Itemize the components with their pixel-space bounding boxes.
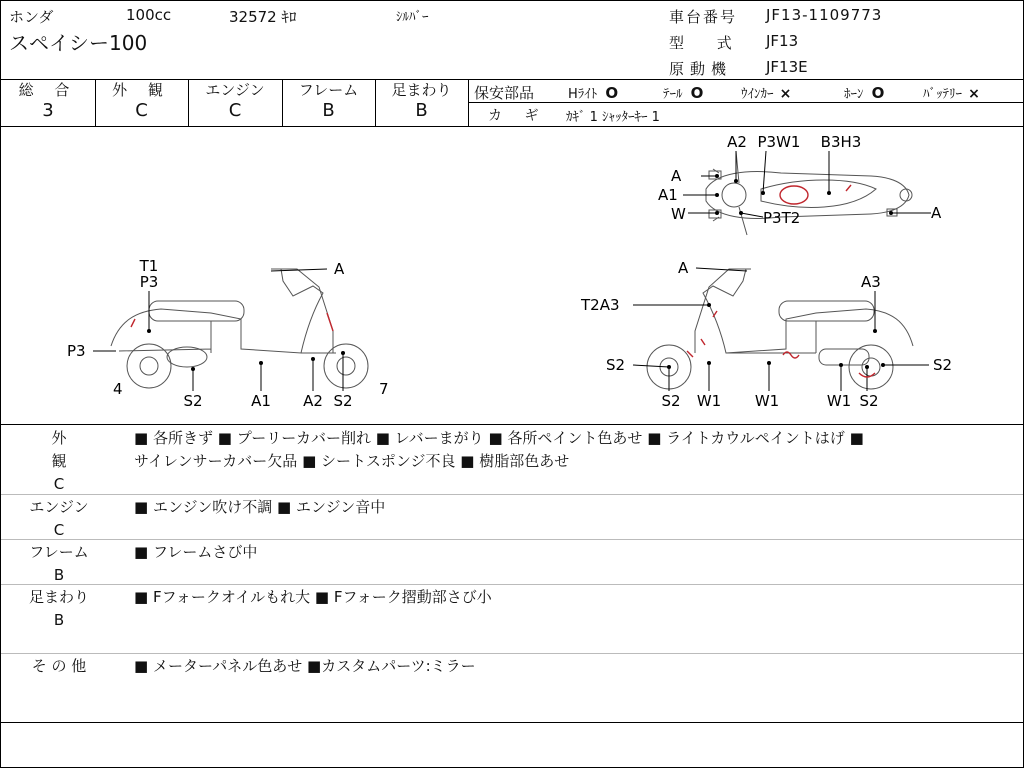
right-label-s2-front: S2	[606, 356, 626, 374]
finding-item: カスタムパーツ:ミラー	[321, 657, 476, 675]
maker: ホンダ	[9, 8, 54, 26]
displacement: 100cc	[126, 6, 172, 24]
right-label-w1-a: W1	[696, 392, 722, 410]
safety-item-battery	[923, 83, 980, 102]
engine-value: JF13E	[766, 58, 808, 76]
right-label-w1-c: W1	[826, 392, 852, 410]
grade-exterior-value: C	[135, 100, 148, 121]
finding-item: Fフォーク摺動部さび小	[333, 588, 492, 606]
section-frame-items: ■ フレームさび中	[134, 543, 258, 561]
safety-item-mark: O	[690, 84, 704, 102]
grade-suspension-label: 足まわり	[391, 81, 452, 99]
finding-item: 各所きず	[152, 429, 213, 447]
top-label-w: W	[671, 205, 686, 223]
mileage: 32572 ｷﾛ	[229, 8, 297, 26]
safety-item-horn	[844, 83, 884, 102]
grade-suspension-value: B	[415, 100, 428, 121]
section-label: フレーム	[29, 543, 89, 561]
color: ｼﾙﾊﾞｰ	[396, 10, 429, 25]
grade-overall-label: 総 合	[18, 81, 78, 99]
finding-item: エンジン吹け不調	[152, 498, 273, 516]
section-exterior-heading	[9, 427, 109, 496]
finding-item: Fフォークオイルもれ大	[152, 588, 311, 606]
finding-item: プーリーカバー削れ	[236, 429, 371, 447]
section-label: そ の 他	[31, 657, 87, 675]
safety-item-winker	[741, 83, 791, 102]
section-exterior-items: ■ 各所きず ■ プーリーカバー削れ ■ レバーまがり ■ 各所ペイント色あせ ■ ライトカウルペイントはげ ■ サイレンサーカバー欠品 ■ シートスポンジ不良 ■ 樹脂部色あせ	[134, 429, 864, 470]
section-grade: B	[53, 566, 65, 584]
section-label: 外 観	[51, 429, 87, 470]
safety-item-name: Hﾗｲﾄ	[568, 87, 598, 102]
safety-item-mark: ×	[779, 86, 792, 102]
section-label: エンジン	[29, 498, 89, 516]
grade-overall-value: 3	[42, 100, 54, 121]
key-label: カ ギ	[488, 108, 539, 124]
section-engine-items: ■ エンジン吹け不調 ■ エンジン音中	[134, 498, 386, 516]
finding-item: 各所ペイント色あせ	[507, 429, 643, 447]
engine-label: 原動機	[669, 60, 733, 78]
section-label: 足まわり	[28, 588, 89, 606]
top-label-a2: A2	[727, 133, 747, 151]
safety-item-name: ﾃｰﾙ	[663, 87, 683, 102]
safety-item-name: ﾎｰﾝ	[844, 87, 864, 102]
grade-overall	[1, 81, 95, 123]
top-label-p3t2: P3T2	[763, 209, 801, 227]
safety-item-headlight	[568, 83, 618, 102]
right-label-a3: A3	[861, 273, 881, 291]
grade-frame	[282, 81, 375, 123]
frame-no: JF13-1109773	[766, 6, 883, 24]
finding-item: ライトカウルペイントはげ	[666, 429, 845, 447]
left-label-7: 7	[379, 380, 389, 398]
safety-item-mark: O	[871, 84, 885, 102]
finding-item: メーターパネル色あせ	[152, 657, 303, 675]
left-label-s2-rear: S2	[333, 392, 353, 410]
left-label-a2: A2	[303, 392, 323, 410]
top-label-b3h3: B3H3	[820, 133, 862, 151]
finding-item: レバーまがり	[394, 429, 484, 447]
section-suspension-items: ■ Fフォークオイルもれ大 ■ Fフォーク摺動部さび小	[134, 588, 492, 606]
section-grade: C	[53, 521, 65, 539]
finding-item: 樹脂部色あせ	[479, 452, 570, 470]
type-label: 型 式	[669, 34, 732, 52]
left-label-p3-front: P3	[67, 342, 86, 360]
safety-item-name: ｳｲﾝｶｰ	[741, 87, 774, 102]
grade-frame-value: B	[322, 100, 335, 121]
top-label-a-rear: A	[931, 204, 942, 222]
key-value: ｶｷﾞ 1 ｼｬｯﾀｰｷｰ 1	[566, 110, 660, 125]
top-label-p3w1: P3W1	[757, 133, 801, 151]
safety-item-tail	[663, 83, 703, 102]
grade-engine	[188, 81, 282, 123]
right-label-w1-b: W1	[754, 392, 780, 410]
left-label-t1: T1	[139, 257, 159, 275]
top-view-sketch	[706, 151, 912, 235]
finding-item: エンジン音中	[295, 498, 386, 516]
section-suspension-heading	[9, 586, 109, 632]
left-label-p3: P3	[139, 273, 159, 291]
left-label-4: 4	[113, 380, 123, 398]
grade-exterior-label: 外 観	[112, 81, 171, 99]
right-label-s2-bottom-rear: S2	[859, 392, 879, 410]
section-grade: B	[53, 611, 65, 629]
top-label-a: A	[671, 167, 682, 185]
finding-item: シートスポンジ不良	[321, 452, 456, 470]
grade-exterior	[95, 81, 188, 123]
section-engine-heading	[9, 496, 109, 542]
grade-engine-value: C	[228, 100, 242, 121]
grade-engine-label: エンジン	[205, 81, 265, 99]
section-other-heading	[9, 655, 109, 678]
grade-frame-label: フレーム	[298, 81, 359, 99]
left-label-s2: S2	[183, 392, 203, 410]
grade-suspension	[375, 81, 468, 123]
finding-item: フレームさび中	[152, 543, 258, 561]
right-label-s2-bottom: S2	[661, 392, 681, 410]
safety-item-mark: O	[605, 84, 619, 102]
top-label-a1: A1	[658, 186, 678, 204]
left-label-a: A	[334, 260, 345, 278]
section-grade: C	[53, 475, 65, 493]
right-label-a: A	[678, 259, 689, 277]
section-frame-heading	[9, 541, 109, 587]
model-name: スペイシー100	[9, 31, 148, 55]
left-label-a1: A1	[251, 392, 271, 410]
safety-item-mark: ×	[968, 86, 980, 102]
frame-no-label: 車台番号	[669, 8, 738, 26]
safety-label: 保安部品	[474, 84, 535, 102]
type-value: JF13	[766, 32, 799, 50]
section-other-items: ■ メーターパネル色あせ ■カスタムパーツ:ミラー	[134, 657, 476, 675]
right-label-s2-rear: S2	[933, 356, 953, 374]
safety-item-name: ﾊﾞｯﾃﾘｰ	[923, 87, 962, 102]
finding-item: サイレンサーカバー欠品	[134, 452, 298, 470]
right-label-t2a3: T2A3	[581, 296, 620, 314]
scooter-diagram	[1, 127, 1023, 423]
